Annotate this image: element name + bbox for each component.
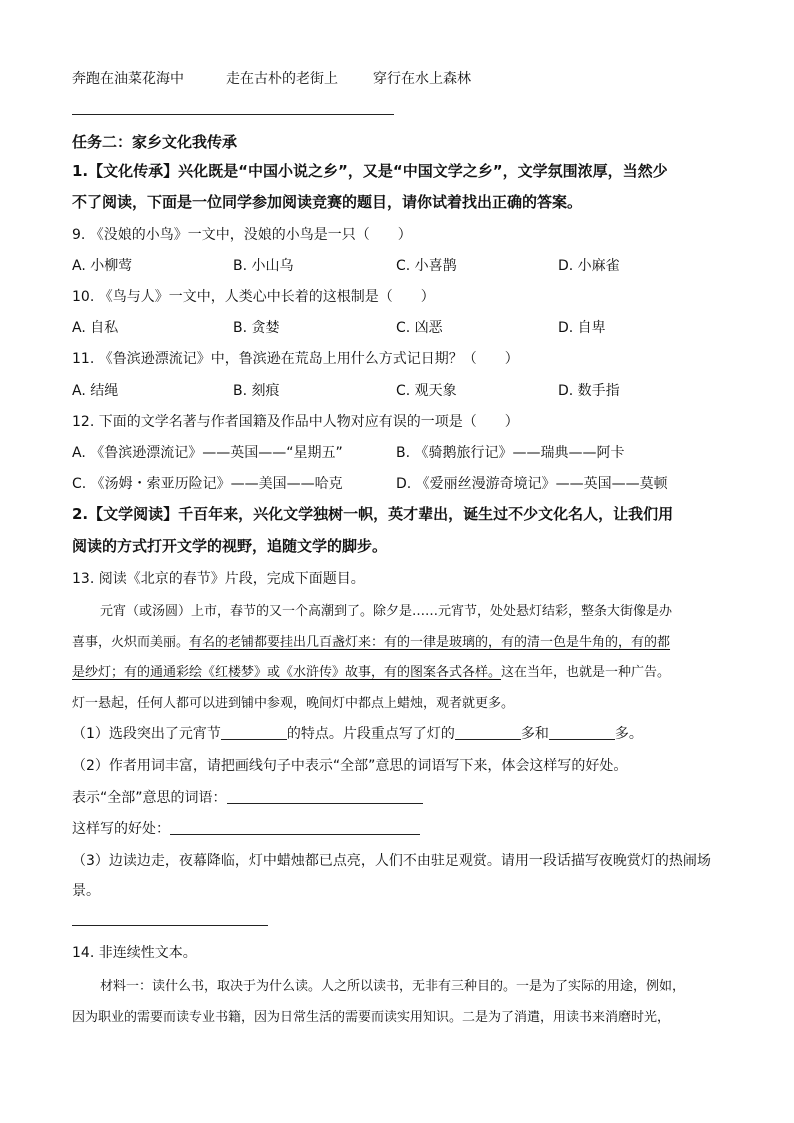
q13-sub2-good-row: 这样写的好处：	[72, 818, 420, 838]
underlined-sentence-1: 有名的老铺都要挂出几百盏灯来：有的一律是玻璃的，有的清一色是牛角的，有的都	[189, 635, 671, 650]
phrase-3: 穿行在水上森林	[373, 71, 471, 87]
blank-benefit[interactable]	[170, 834, 420, 835]
q11-option-c[interactable]: C. 观天象	[396, 383, 457, 399]
q12-stem: 12. 下面的文学名著与作者国籍及作品中人物对应有误的一项是（ ）	[72, 414, 519, 430]
q10-option-c[interactable]: C. 凶恶	[396, 320, 443, 336]
answer-line[interactable]	[72, 114, 394, 115]
q13-sub3-line2: 景。	[72, 883, 100, 899]
q10-option-d[interactable]: D. 自卑	[558, 320, 606, 336]
blank-all-words[interactable]	[227, 803, 423, 804]
section2-line2: 阅读的方式打开文学的视野，追随文学的脚步。	[72, 537, 388, 555]
material1-line2: 因为职业的需要而读专业书籍，因为日常生活的需要而读实用知识。二是为了消遣，用读书来消磨时光，	[72, 1010, 671, 1025]
q9-option-b[interactable]: B. 小山乌	[233, 258, 294, 274]
q9-option-d[interactable]: D. 小麻雀	[558, 258, 620, 274]
task-title: 任务二：家乡文化我传承	[72, 133, 238, 151]
q13-sub2-word-row: 表示“全部”意思的词语：	[72, 787, 423, 807]
q9-option-c[interactable]: C. 小喜鹊	[396, 258, 457, 274]
phrase-1: 奔跑在油菜花海中	[72, 71, 184, 87]
passage-line-3: 是纱灯；有的通通彩绘《红楼梦》或《水浒传》故事，有的图案各式各样。这在当年，也就是一种广告。	[72, 665, 671, 680]
q12-option-a[interactable]: A. 《鲁滨逊漂流记》——英国——“星期五”	[72, 445, 343, 461]
material1-line1: 材料一：读什么书，取决于为什么读。人之所以读书，无非有三种目的。一是为了实际的用途，例如，	[100, 979, 686, 994]
q11-stem: 11. 《鲁滨逊漂流记》中，鲁滨逊在荒岛上用什么方式记日期？（ ）	[72, 351, 519, 367]
q11-option-a[interactable]: A. 结绳	[72, 383, 119, 399]
q9-stem: 9. 《没娘的小鸟》一文中，没娘的小鸟是一只（ ）	[72, 227, 412, 243]
passage-line-4: 灯一悬起，任何人都可以进到铺中参观，晚间灯中都点上蜡烛，观者就更多。	[72, 696, 515, 711]
q13-stem: 13. 阅读《北京的春节》片段，完成下面题目。	[72, 571, 365, 587]
underlined-sentence-2: 是纱灯；有的通通彩绘《红楼梦》或《水浒传》故事，有的图案各式各样。	[72, 665, 502, 680]
section1-line1: 1.【文化传承】兴化既是“中国小说之乡”，又是“中国文学之乡”，文学氛围浓厚，当然少	[72, 162, 668, 180]
q11-option-d[interactable]: D. 数手指	[558, 383, 620, 399]
q10-option-a[interactable]: A. 自私	[72, 320, 119, 336]
q13-sub2: （2）作者用词丰富，请把画线句子中表示“全部”意思的词语写下来，体会这样写的好处。	[72, 758, 628, 774]
phrase-2: 走在古朴的老街上	[226, 71, 338, 87]
q9-option-a[interactable]: A. 小柳莺	[72, 258, 133, 274]
q10-stem: 10. 《鸟与人》一文中，人类心中长着的这根制是（ ）	[72, 289, 435, 305]
q13-sub1: （1）选段突出了元宵节 的特点。片段重点写了灯的 多和 多。	[72, 726, 643, 742]
q14-stem: 14. 非连续性文本。	[72, 945, 197, 961]
passage-line-2: 喜事，火炽而美丽。有名的老铺都要挂出几百盏灯来：有的一律是玻璃的，有的清一色是牛角的，有的都	[72, 635, 671, 650]
blank-lamp-1[interactable]	[455, 739, 521, 740]
passage-line-1: 元宵（或汤圆）上市，春节的又一个高潮到了。除夕是……元宵节，处处悬灯结彩，整条大街像是办	[100, 604, 673, 619]
q12-option-d[interactable]: D. 《爱丽丝漫游奇境记》——英国——莫顿	[396, 476, 668, 492]
section1-line2: 不了阅读，下面是一位同学参加阅读竞赛的题目，请你试着找出正确的答案。	[72, 193, 583, 211]
q10-option-b[interactable]: B. 贪婪	[233, 320, 280, 336]
q11-option-b[interactable]: B. 刻痕	[233, 383, 280, 399]
answer-line-description[interactable]	[72, 925, 268, 926]
blank-feature[interactable]	[221, 739, 287, 740]
blank-lamp-2[interactable]	[549, 739, 615, 740]
section2-line1: 2.【文学阅读】千百年来，兴化文学独树一帜，英才辈出，诞生过不少文化名人，让我们用	[72, 505, 674, 523]
q12-option-b[interactable]: B. 《骑鹅旅行记》——瑞典——阿卡	[396, 445, 625, 461]
q13-sub3-line1: （3）边读边走，夜幕降临，灯中蜡烛都已点亮，人们不由驻足观赏。请用一段话描写夜晚赏灯的热闹场	[72, 853, 711, 869]
q12-option-c[interactable]: C. 《汤姆・索亚历险记》——美国——哈克	[72, 476, 343, 492]
